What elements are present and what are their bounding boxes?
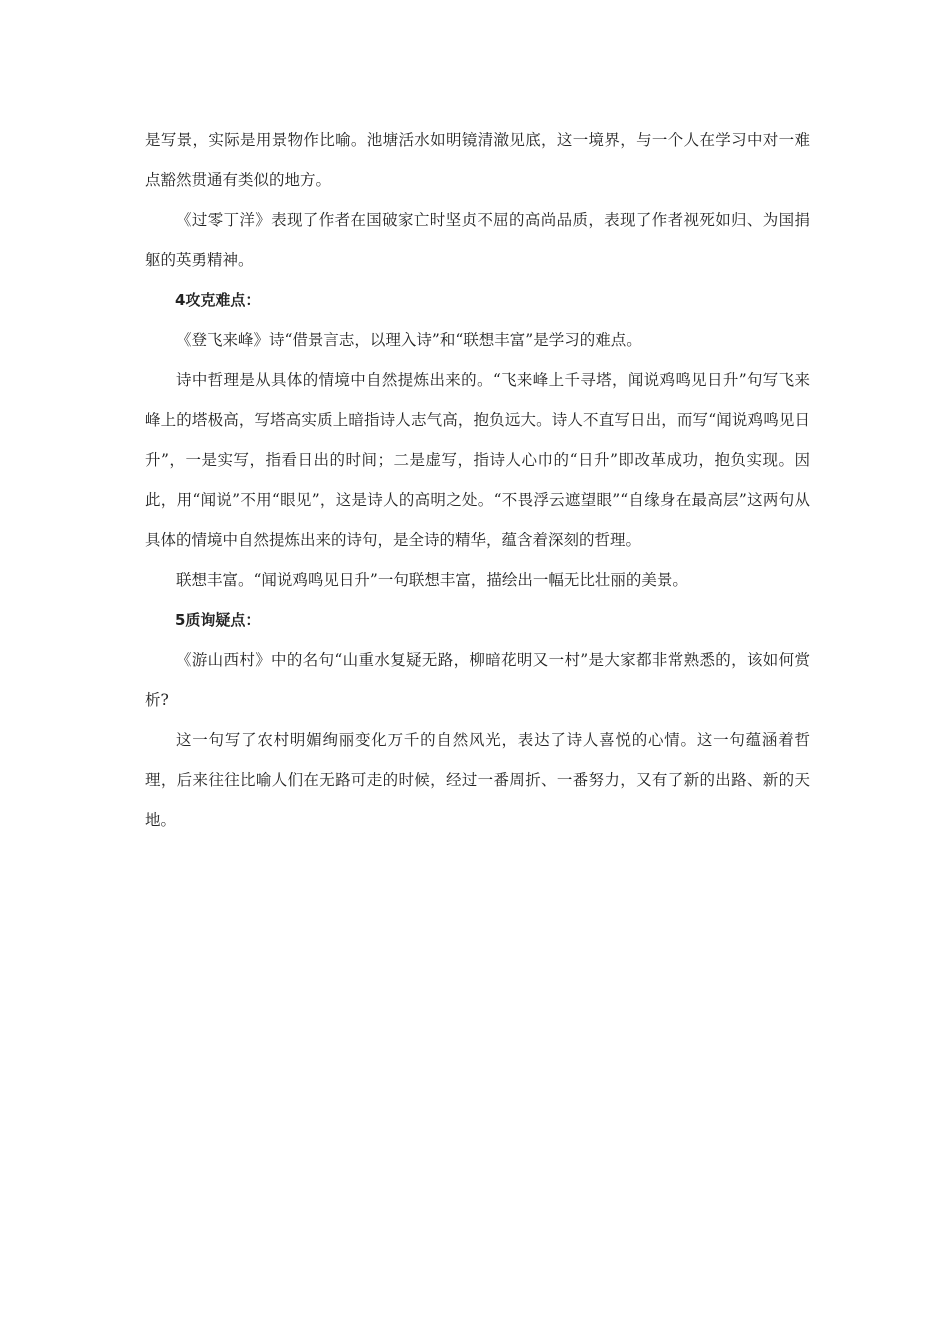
paragraph-you-shan-xi-cun-question: 《游山西村》中的名句“山重水复疑无路，柳暗花明又一村”是大家都非常熟悉的，该如何赏析? <box>145 651 810 709</box>
paragraph-philosophy-analysis: 诗中哲理是从具体的情境中自然提炼出来的。“飞来峰上千寻塔，闻说鸡鸣见日升”句写飞来峰上的塔极高，写塔高实质上暗指诗人志气高，抱负远大。诗人不直写日出，而写“闻说鸡鸣见日升”，一是实写，指看日出的时间；二是虚写，指诗人心巾的“日升”即改革成功，抱负实现。因此，用“闻说”不用“眼见”，这是诗人的高明之处。“不畏浮云遮望眼”“自缘身在最高层”这两句从具体的情境中自然提炼出来的诗句，是全诗的精华，蕴含着深刻的哲理。 <box>145 371 810 549</box>
paragraph-deng-fei-lai-feng-intro: 《登飞来峰》诗“借景言志，以理入诗”和“联想丰富”是学习的难点。 <box>176 331 642 349</box>
paragraph-continuation: 是写景，实际是用景物作比喻。池塘活水如明镜清澈见底，这一境界，与一个人在学习中对一难点豁然贯通有类似的地方。 <box>145 131 810 189</box>
document-body <box>145 120 810 840</box>
paragraph-rich-association: 联想丰富。“闻说鸡鸣见日升”一句联想丰富，描绘出一幅无比壮丽的美景。 <box>176 571 688 589</box>
section-heading-difficulties: 4攻克难点： <box>175 291 261 309</box>
paragraph-guo-ling-ding-yang: 《过零丁洋》表现了作者在国破家亡时坚贞不屈的高尚品质，表现了作者视死如归、为国捐躯的英勇精神。 <box>145 211 810 269</box>
paragraph-you-shan-xi-cun-answer: 这一句写了农村明媚绚丽变化万千的自然风光，表达了诗人喜悦的心情。这一句蕴涵着哲理，后来往往比喻人们在无路可走的时候，经过一番周折、一番努力，又有了新的出路、新的天地。 <box>145 731 810 829</box>
section-heading-questions: 5质询疑点： <box>175 611 261 629</box>
